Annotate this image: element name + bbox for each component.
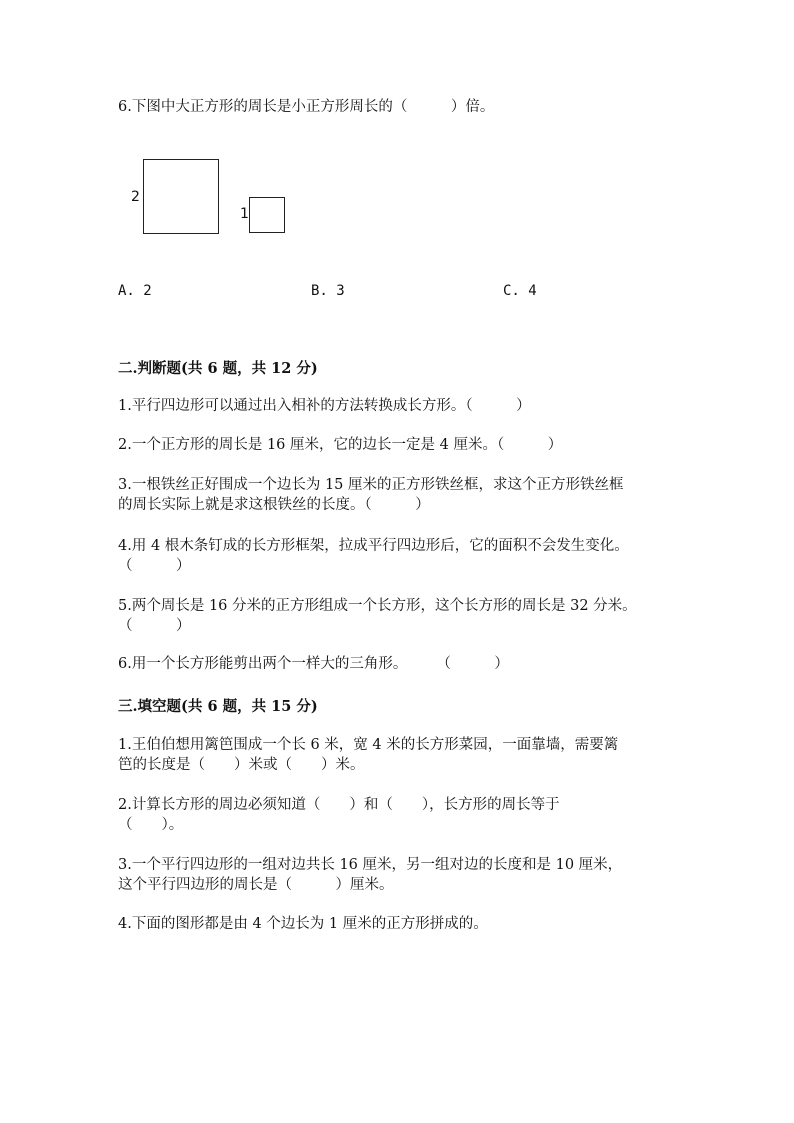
option-b: B. 3 bbox=[311, 283, 345, 299]
judge-item-5-line-2: （ ） bbox=[118, 618, 191, 634]
small-square bbox=[249, 197, 285, 233]
section-2-title: 二.判断题(共 6 题，共 12 分) bbox=[118, 360, 318, 377]
judge-item-4-line-2: （ ） bbox=[118, 558, 191, 574]
judge-item-4-line-1: 4.用 4 根木条钉成的长方形框架，拉成平行四边形后，它的面积不会发生变化。 bbox=[118, 538, 629, 554]
section-3-title: 三.填空题(共 6 题，共 15 分) bbox=[118, 698, 318, 715]
option-a: A. 2 bbox=[118, 283, 152, 299]
small-square-side-label: 1 bbox=[240, 206, 249, 222]
fill-item-1-line-2: 笆的长度是（ ）米或（ ）米。 bbox=[118, 757, 365, 773]
judge-item-6: 6.用一个长方形能剪出两个一样大的三角形。 （ ） bbox=[118, 656, 509, 672]
judge-item-2: 2.一个正方形的周长是 16 厘米，它的边长一定是 4 厘米。（ ） bbox=[118, 437, 563, 453]
option-c: C. 4 bbox=[503, 283, 537, 299]
fill-item-1-line-1: 1.王伯伯想用篱笆围成一个长 6 米，宽 4 米的长方形菜园，一面靠墙，需要篱 bbox=[118, 737, 619, 753]
fill-item-3-line-2: 这个平行四边形的周长是（ ）厘米。 bbox=[118, 877, 394, 893]
judge-item-1: 1.平行四边形可以通过出入相补的方法转换成长方形。（ ） bbox=[118, 398, 531, 414]
fill-item-2-line-2: （ ）。 bbox=[118, 817, 184, 833]
judge-item-3-line-2: 的周长实际上就是求这根铁丝的长度。（ ） bbox=[118, 497, 430, 513]
judge-item-5-line-1: 5.两个周长是 16 分米的正方形组成一个长方形，这个长方形的周长是 32 分米。 bbox=[118, 598, 637, 614]
fill-item-2-line-1: 2.计算长方形的周边必须知道（ ）和（ ），长方形的周长等于 bbox=[118, 797, 560, 813]
big-square bbox=[143, 159, 219, 234]
fill-item-3-line-1: 3.一个平行四边形的一组对边共长 16 厘米，另一组对边的长度和是 10 厘米， bbox=[118, 857, 623, 873]
judge-item-3-line-1: 3.一根铁丝正好围成一个边长为 15 厘米的正方形铁丝框，求这个正方形铁丝框 bbox=[118, 477, 624, 493]
question-6-text: 6.下图中大正方形的周长是小正方形周长的（ ）倍。 bbox=[118, 99, 495, 115]
big-square-side-label: 2 bbox=[131, 189, 140, 205]
fill-item-4: 4.下面的图形都是由 4 个边长为 1 厘米的正方形拼成的。 bbox=[118, 916, 488, 932]
